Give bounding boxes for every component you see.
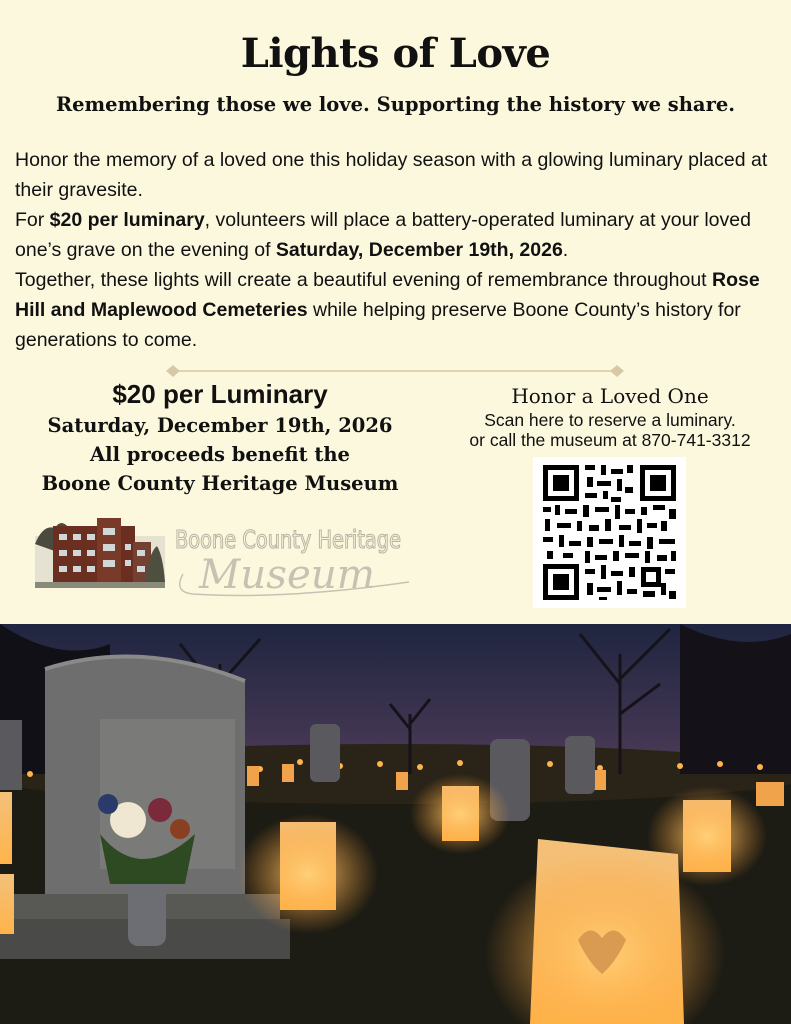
event-date: Saturday, December 19th, 2026	[47, 414, 393, 437]
price-heading: $20 per Luminary	[112, 379, 328, 409]
body-text-segment: Together, these lights will create a beautiful evening of remembrance throughout	[15, 269, 713, 291]
left-column	[15, 377, 425, 498]
body-paragraph-2	[15, 205, 785, 265]
body-text-segment: , volunteers will place a battery-operated luminary at your loved one’s grave on the evening of	[15, 209, 751, 261]
scan-instruction: Scan here to reserve a luminary.	[484, 410, 736, 430]
body-paragraph-1: Honor the memory of a loved one this holiday season with a glowing luminary placed at their gravesite.	[15, 149, 768, 201]
right-column	[435, 382, 785, 450]
museum-logo	[33, 514, 413, 604]
proceeds-line-1: All proceeds benefit the	[90, 443, 350, 466]
logo-script: Museum	[197, 552, 375, 598]
page-subtitle: Remembering those we love. Supporting the history we share.	[55, 93, 736, 116]
body-text-segment: .	[562, 239, 569, 261]
call-museum: or call the museum at 870-741-3312	[469, 430, 751, 450]
body-paragraph-3	[15, 265, 785, 355]
proceeds-line-2: Boone County Heritage Museum	[41, 472, 399, 495]
date-highlight: Saturday, December 19th, 2026	[275, 239, 563, 261]
qr-code-icon[interactable]	[533, 457, 686, 608]
body-text-segment: while helping preserve Boone County’s history for generations to come.	[15, 299, 741, 351]
logo-wordmark: Boone County Heritage	[175, 525, 401, 554]
cemetery-luminary-photo	[0, 624, 791, 1024]
honor-heading: Honor a Loved One	[511, 384, 709, 408]
cemeteries-highlight: Rose Hill and Maplewood Cemeteries	[15, 269, 760, 321]
page-title: Lights of Love	[240, 30, 551, 77]
diamond-divider-icon	[165, 364, 625, 378]
body-text-segment: For	[15, 209, 50, 231]
price-highlight: $20 per luminary	[49, 209, 205, 231]
body-text	[15, 145, 785, 355]
